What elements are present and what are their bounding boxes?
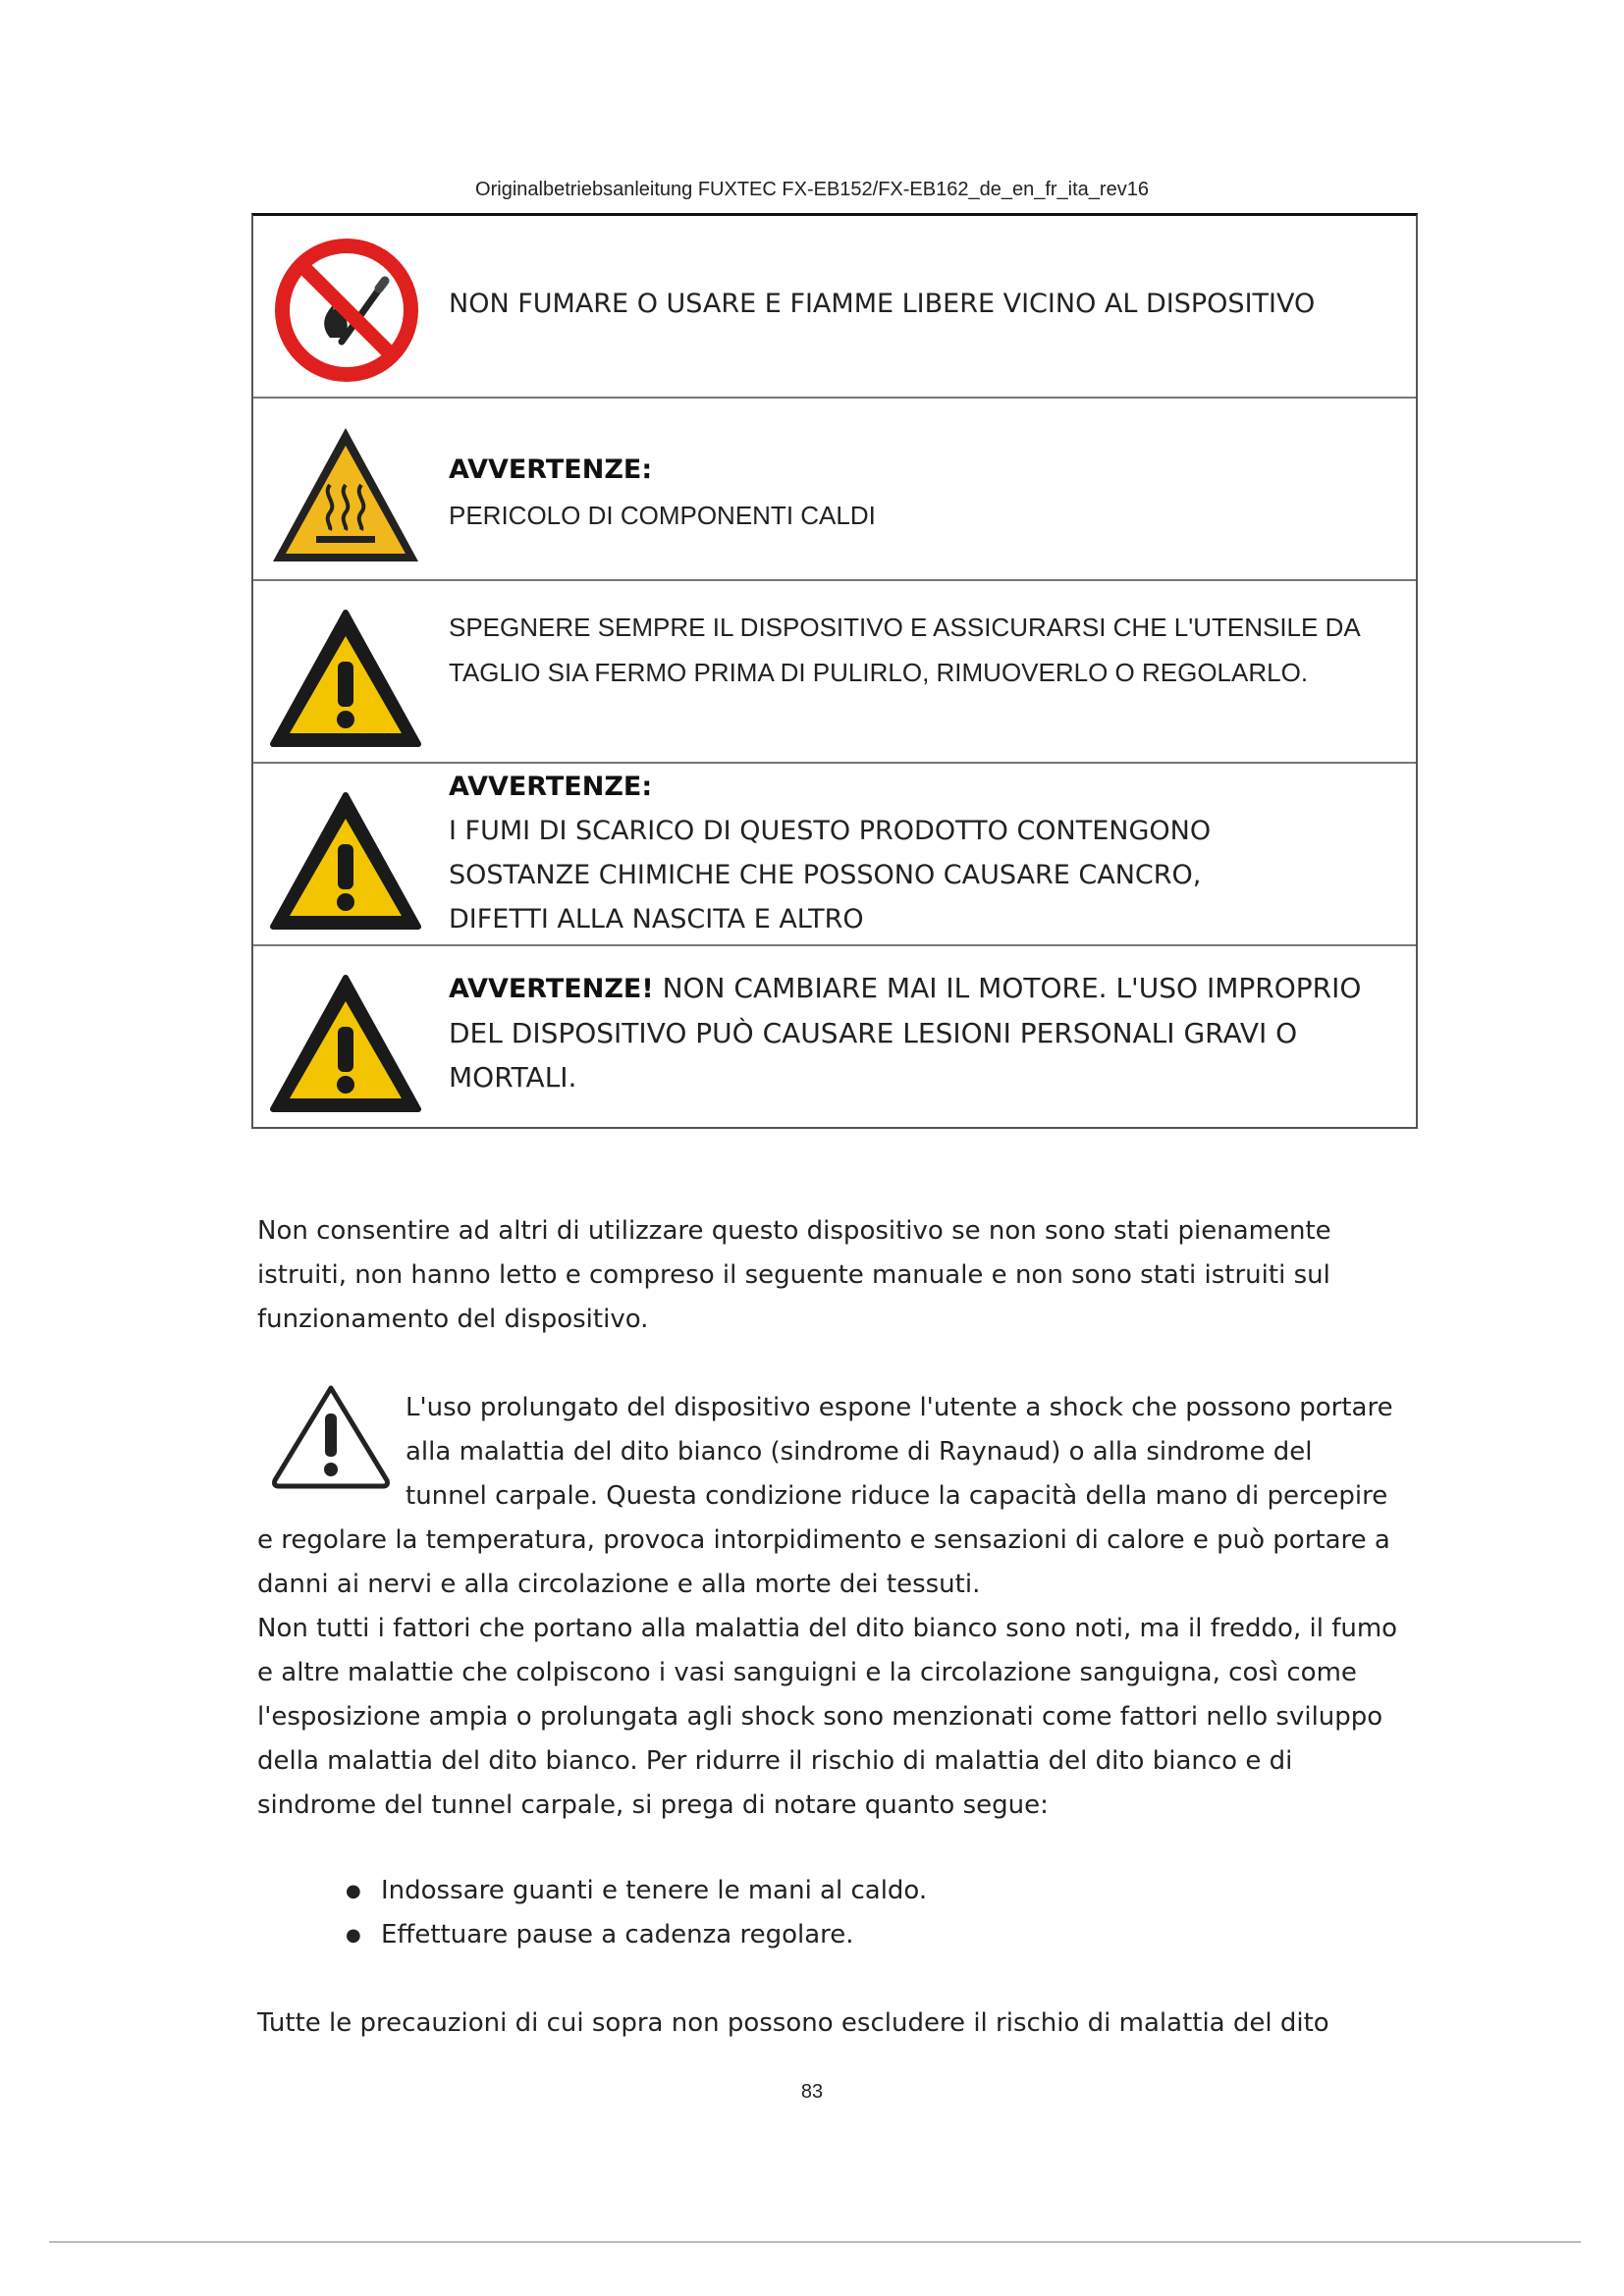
warning-text-line: DEL DISPOSITIVO PUÒ CAUSARE LESIONI PERSONALI GRAVI O	[449, 1017, 1298, 1049]
warning-text: NON FUMARE O USARE E FIAMME LIBERE VICINO AL DISPOSITIVO	[449, 289, 1316, 319]
warning-text-line	[449, 966, 1396, 1011]
text-line: L'uso prolungato del dispositivo espone l'utente a shock che possono portare	[406, 1393, 1393, 1422]
warning-text-line: MORTALI.	[449, 1061, 577, 1094]
warning-text-line: I FUMI DI SCARICO DI QUESTO PRODOTTO CONTENGONO	[449, 816, 1212, 846]
warning-heading: AVVERTENZE:	[449, 454, 653, 485]
text-line: tunnel carpale. Questa condizione riduce la capacità della mano di percepire	[406, 1481, 1388, 1511]
no-smoking-no-fire-icon	[265, 236, 427, 383]
warning-heading: AVVERTENZE:	[449, 772, 653, 802]
general-warning-icon	[265, 783, 427, 931]
footer-divider	[49, 2241, 1581, 2243]
closing-paragraph	[257, 2002, 1416, 2046]
list-item: ● Effettuare pause a cadenza regolare.	[346, 1913, 927, 1957]
text-line: Non tutti i fattori che portano alla malattia del dito bianco sono noti, ma il freddo, il fumo	[257, 1614, 1398, 1643]
hot-surface-warning-icon	[265, 418, 427, 565]
precaution-list	[346, 1869, 927, 1957]
text-line: funzionamento del dispositivo.	[257, 1305, 649, 1334]
page-number: 83	[800, 2081, 824, 2103]
text-line: Non consentire ad altri di utilizzare questo dispositivo se non sono stati pienamente	[257, 1216, 1331, 1246]
warning-row-engine	[253, 946, 1416, 1127]
general-warning-icon	[265, 601, 427, 748]
text-line: della malattia del dito bianco. Per ridurre il rischio di malattia del dito bianco e di	[257, 1746, 1293, 1776]
warning-row-hot-surface	[253, 399, 1416, 581]
warning-row-turn-off	[253, 581, 1416, 764]
warning-text-line: TAGLIO SIA FERMO PRIMA DI PULIRLO, RIMUOVERLO O REGOLARLO.	[449, 658, 1309, 687]
warning-row-exhaust-fumes	[253, 764, 1416, 946]
warning-text-line: DIFETTI ALLA NASCITA E ALTRO	[449, 904, 864, 934]
text-line: l'esposizione ampia o prolungata agli shock sono menzionati come fattori nello sviluppo	[257, 1702, 1383, 1732]
warning-heading: AVVERTENZE!	[449, 974, 654, 1004]
text-line: sindrome del tunnel carpale, si prega di notare quanto segue:	[257, 1790, 1049, 1820]
text-line: e regolare la temperatura, provoca intorpidimento e sensazioni di calore e può portare a	[257, 1525, 1390, 1555]
text-line: e altre malattie che colpiscono i vasi sanguigni e la circolazione sanguigna, così come	[257, 1658, 1357, 1687]
warning-text: PERICOLO DI COMPONENTI CALDI	[449, 501, 876, 530]
warning-text: NON CAMBIARE MAI IL MOTORE. L'USO IMPROPRIO	[653, 972, 1362, 1004]
warning-text-line: SOSTANZE CHIMICHE CHE POSSONO CAUSARE CANCRO,	[449, 860, 1202, 890]
safety-warnings-table	[251, 213, 1418, 1129]
caution-paragraph	[257, 1519, 1416, 1828]
general-warning-icon	[265, 966, 427, 1113]
text-line: istruiti, non hanno letto e compreso il seguente manuale e non sono stati istruiti sul	[257, 1260, 1330, 1290]
caution-paragraph-intro	[406, 1386, 1427, 1519]
warning-text-line: SPEGNERE SEMPRE IL DISPOSITIVO E ASSICURARSI CHE L'UTENSILE DA	[449, 613, 1361, 642]
warning-row-no-smoking	[253, 216, 1416, 399]
document-header: Originalbetriebsanleitung FUXTEC FX-EB152/FX-EB162_de_en_fr_ita_rev16	[475, 179, 1149, 200]
text-line: Tutte le precauzioni di cui sopra non possono escludere il rischio di malattia del dito	[257, 2008, 1329, 2038]
text-line: alla malattia del dito bianco (sindrome di Raynaud) o alla sindrome del	[406, 1437, 1313, 1467]
caution-triangle-icon	[269, 1382, 393, 1490]
list-item: ● Indossare guanti e tenere le mani al caldo.	[346, 1869, 927, 1913]
text-line: danni ai nervi e alla circolazione e alla morte dei tessuti.	[257, 1570, 981, 1599]
instruction-paragraph	[257, 1209, 1416, 1342]
